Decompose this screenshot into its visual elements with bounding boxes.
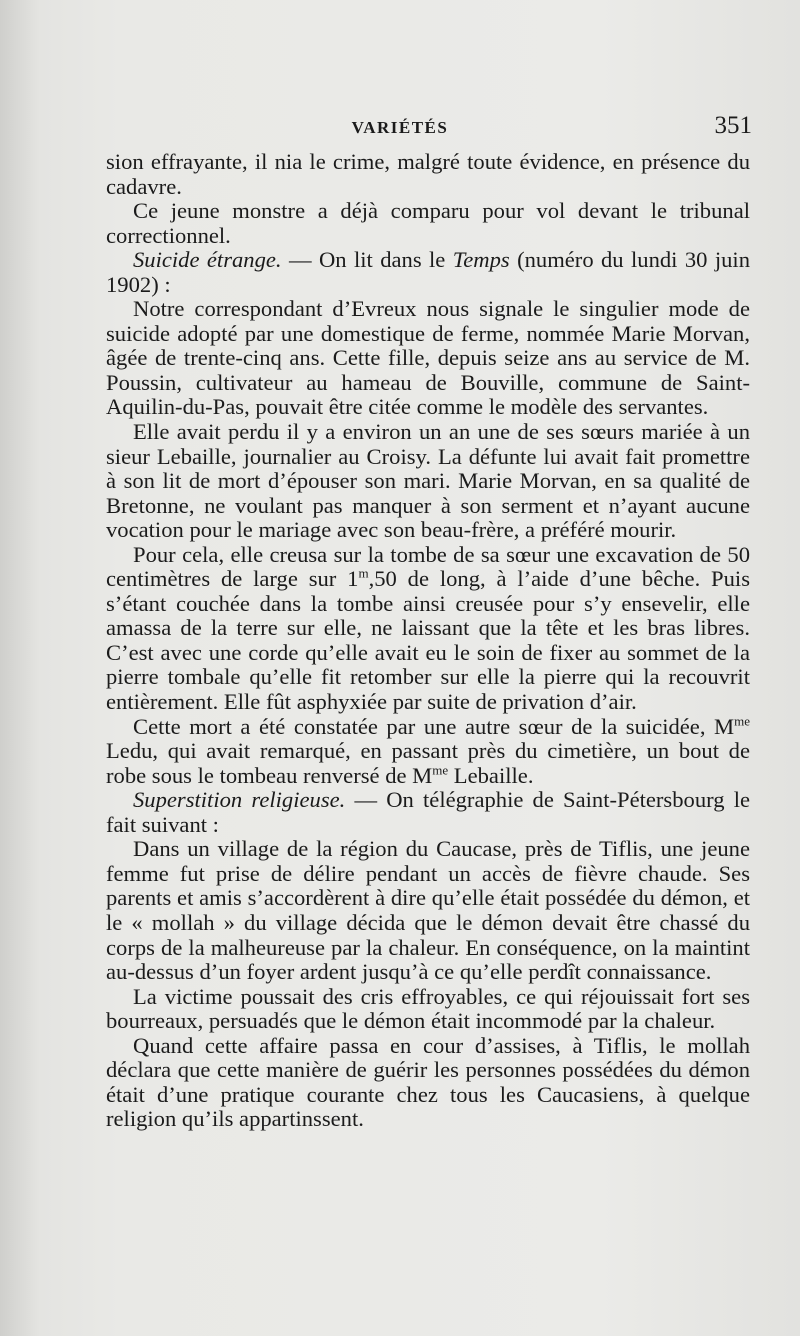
paragraph: La victime poussait des cris effroyables, ce qui réjouissait fort ses bourreaux, persuadés que le démon était incommodé par la chaleur. bbox=[106, 983, 750, 1034]
page-number: 351 bbox=[714, 112, 752, 139]
newspaper-title: Temps bbox=[452, 247, 510, 273]
rubric-superstition: Superstition religieuse. bbox=[133, 787, 346, 813]
paragraph: Notre correspondant d’Evreux nous signale le singulier mode de suicide adopté par une domestique de ferme, nommée Marie Morvan, âgée de trente-cinq ans. Cette fille, depuis seize ans au service de M. Poussin, cultivateur au hameau de Bouville, commune de Saint-Aquilin-du-Pas, pouvait être citée comme le modèle des servantes. bbox=[106, 296, 750, 420]
running-head: VARIÉTÉS bbox=[351, 118, 449, 137]
paragraph-suicide-heading bbox=[106, 248, 750, 297]
superscript: me bbox=[734, 713, 750, 729]
text-span: Lebaille. bbox=[448, 762, 534, 788]
rubric-text-a: — On lit dans le bbox=[281, 247, 453, 273]
text-span: Pour cela, elle creusa sur la tombe de sa sœur une excavation de 50 centimètres de large sur 1 bbox=[106, 541, 750, 592]
paragraph-continuation: sion effrayante, il nia le crime, malgré toute évidence, en présence du cadavre. bbox=[106, 149, 750, 199]
paragraph: Elle avait perdu il y a environ un an une de ses sœurs mariée à un sieur Lebaille, journalier au Croisy. La défunte lui avait fait promettre à son lit de mort d’épouser son mari. Marie Morvan, en sa qualité de Bretonne, ne voulant pas manquer à son serment et n’ayant aucune vocation pour le mariage avec son beau-frère, a préféré mourir. bbox=[106, 419, 750, 543]
paragraph: Ce jeune monstre a déjà comparu pour vol devant le tribunal correctionnel. bbox=[106, 198, 750, 248]
paragraph: Quand cette affaire passa en cour d’assises, à Tiflis, le mollah déclara que cette manière de guérir les personnes possédées du démon était d’une pratique courante chez tous les Caucasiens, à quelque religion qu’ils appartinssent. bbox=[106, 1032, 750, 1132]
body-text bbox=[106, 150, 750, 1132]
text-span: ,50 de long, à l’aide d’une bêche. Puis s’étant couchée dans la tombe ainsi creusée pour s’y ensevelir, elle amassa de la terre sur elle, ne laissant que la tête et les bras libres. C’est avec une corde qu’elle avait eu le soin de fixer au sommet de la pierre tombale qu’elle fit retomber sur elle la pierre qui la recouvrit entièrement. Elle fût asphyxiée par suite de privation d’air. bbox=[106, 566, 750, 715]
paragraph bbox=[106, 715, 750, 789]
text-span: Cette mort a été constatée par une autre sœur de la suicidée, M bbox=[133, 713, 735, 739]
paragraph: Dans un village de la région du Caucase, près de Tiflis, une jeune femme fut prise de délire pendant un accès de fièvre chaude. Ses parents et amis s’accordèrent à dire qu’elle était possédée du démon, et le « mollah » du village décida que le démon devait être chassé du corps de la malheureuse par la chaleur. En conséquence, on la maintint au-dessus d’un foyer ardent jusqu’à ce qu’elle perdît connaissance. bbox=[106, 836, 750, 985]
paragraph-superstition-heading bbox=[106, 788, 750, 837]
superscript: me bbox=[432, 762, 449, 778]
rubric-text-b: (numéro du lundi 30 juin 1902) : bbox=[106, 247, 750, 297]
rubric-text: — On télégraphie de Saint-Pétersbourg le fait suivant : bbox=[106, 787, 751, 837]
superscript: m bbox=[358, 565, 369, 581]
paragraph bbox=[106, 543, 750, 715]
rubric-suicide: Suicide étrange. bbox=[133, 247, 282, 273]
page-header bbox=[0, 112, 800, 146]
text-span: Ledu, qui avait remarqué, en passant près du cimetière, un bout de robe sous le tombeau renversé de M bbox=[106, 738, 750, 788]
